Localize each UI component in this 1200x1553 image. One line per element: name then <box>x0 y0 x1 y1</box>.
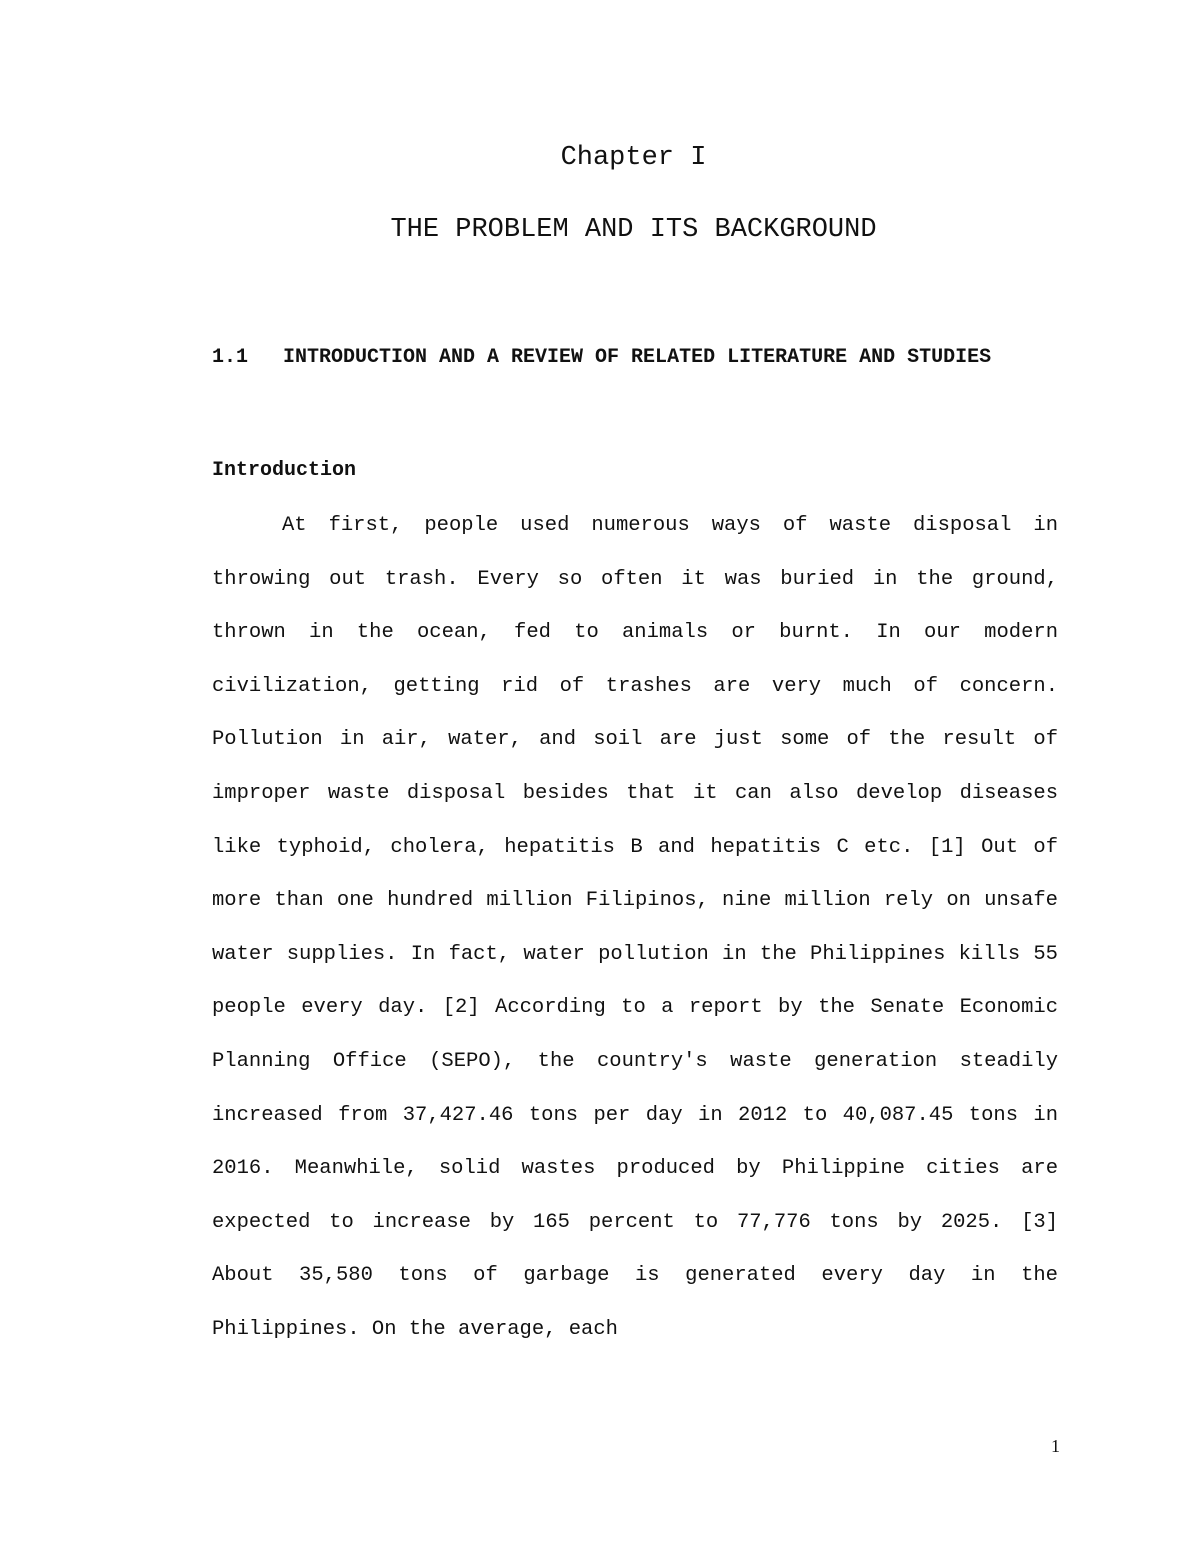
chapter-label: Chapter I <box>560 143 707 173</box>
section-heading <box>212 331 1062 385</box>
chapter-title: THE PROBLEM AND ITS BACKGROUND <box>390 215 877 245</box>
subheading-introduction: Introduction <box>212 459 357 482</box>
page-number: 1 <box>1051 1436 1060 1456</box>
section-title: INTRODUCTION AND A REVIEW OF RELATED LITERATURE AND STUDIES <box>283 346 992 369</box>
section-number: 1.1 <box>212 346 249 369</box>
introduction-paragraph: At first, people used numerous ways of waste disposal in throwing out trash. Every so often it was buried in the ground, thrown in the ocean, fed to animals or burnt. In our modern civilization, getting rid of trashes are very much of concern. Pollution in air, water, and soil are just some of the result of improper waste disposal besides that it can also develop diseases like typhoid, cholera, hepatitis B and hepatitis C etc. [1] Out of more than one hundred million Filipinos, nine million rely on unsafe water supplies. In fact, water pollution in the Philippines kills 55 people every day. [2] According to a report by the Senate Economic Planning Office (SEPO), the country's waste generation steadily increased from 37,427.46 tons per day in 2012 to 40,087.45 tons in 2016. Meanwhile, solid wastes produced by Philippine cities are expected to increase by 165 percent to 77,776 tons by 2025. [3] About 35,580 tons of garbage is generated every day in the Philippines. On the average, each <box>212 514 1058 1341</box>
